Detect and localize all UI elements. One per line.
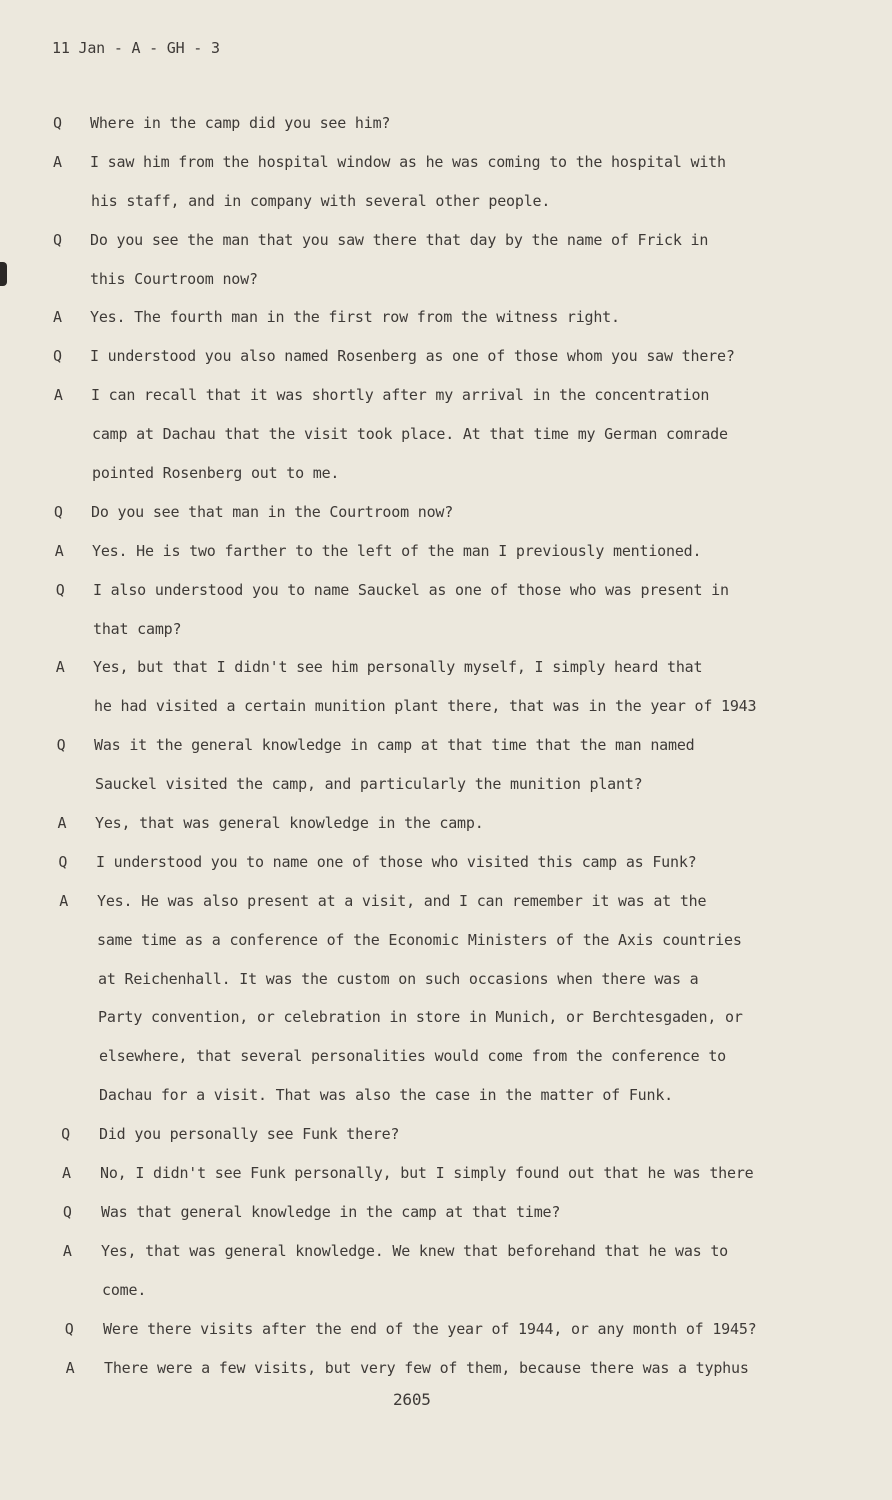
transcript-line xyxy=(0,775,892,814)
transcript-line xyxy=(0,931,892,970)
line-text: Were there visits after the end of the year of 1944, or any month of 1945? xyxy=(103,1319,757,1338)
speaker-label: Q xyxy=(53,114,62,132)
speaker-label: Q xyxy=(62,1202,72,1221)
line-text: Sauckel visited the camp, and particularly the munition plant? xyxy=(95,775,643,794)
transcript-line xyxy=(0,231,892,270)
line-text: I saw him from the hospital window as he was coming to the hospital with xyxy=(90,152,726,171)
line-text: Dachau for a visit. That was also the case in the matter of Funk. xyxy=(99,1086,673,1105)
line-text: Yes. The fourth man in the first row from the witness right. xyxy=(90,308,620,327)
line-text: Do you see the man that you saw there that day by the name of Frick in xyxy=(90,230,709,249)
speaker-label: A xyxy=(53,386,63,405)
line-text: camp at Dachau that the visit took place. At that time my German comrade xyxy=(92,425,728,444)
line-text: Was that general knowledge in the camp at that time? xyxy=(101,1202,561,1221)
speaker-label: A xyxy=(62,1241,72,1260)
speaker-label: Q xyxy=(53,502,63,521)
transcript-line xyxy=(0,114,892,153)
transcript-line xyxy=(0,1008,892,1047)
transcript-line xyxy=(0,581,892,620)
transcript-line xyxy=(0,192,892,231)
line-text: same time as a conference of the Economic Ministers of the Axis countries xyxy=(97,930,742,949)
line-text: his staff, and in company with several other people. xyxy=(91,191,551,210)
speaker-label: Q xyxy=(61,1125,70,1144)
speaker-label: Q xyxy=(64,1319,74,1338)
transcript-line xyxy=(0,1164,892,1203)
transcript-line xyxy=(0,1203,892,1242)
speaker-label: Q xyxy=(55,580,65,599)
transcript-line xyxy=(0,464,892,503)
line-text: I also understood you to name Sauckel as one of those who was present in xyxy=(93,580,729,599)
page-header: 11 Jan - A - GH - 3 xyxy=(52,39,220,57)
line-text: Yes, that was general knowledge. We knew that beforehand that he was to xyxy=(101,1241,728,1260)
speaker-label: A xyxy=(62,1164,71,1183)
line-text: elsewhere, that several personalities would come from the conference to xyxy=(99,1047,726,1066)
transcript-line xyxy=(0,970,892,1009)
transcript-line xyxy=(0,1281,892,1320)
speaker-label: A xyxy=(57,814,67,833)
transcript-line xyxy=(0,1320,892,1359)
line-text: Yes, but that I didn't see him personally myself, I simply heard that xyxy=(93,658,703,677)
transcript-line xyxy=(0,853,892,892)
transcript-line xyxy=(0,270,892,309)
transcript-line xyxy=(0,347,892,386)
line-text: come. xyxy=(102,1280,147,1299)
transcript-body xyxy=(0,114,892,1397)
transcript-line xyxy=(0,658,892,697)
transcript-line xyxy=(0,1086,892,1125)
transcript-line xyxy=(0,620,892,659)
speaker-label: A xyxy=(59,891,69,910)
transcript-line xyxy=(0,1125,892,1164)
line-text: I understood you to name one of those who visited this camp as Funk? xyxy=(96,852,697,871)
transcript-line xyxy=(0,736,892,775)
line-text: Was it the general knowledge in camp at that time that the man named xyxy=(94,736,695,755)
transcript-line xyxy=(0,503,892,542)
transcript-line xyxy=(0,425,892,464)
speaker-label: A xyxy=(53,152,62,171)
speaker-label: Q xyxy=(53,230,62,249)
transcript-line xyxy=(0,308,892,347)
line-text: that camp? xyxy=(93,619,182,638)
transcript-line xyxy=(0,1242,892,1281)
speaker-label: Q xyxy=(56,736,66,755)
speaker-label: A xyxy=(53,308,62,327)
speaker-label: A xyxy=(55,658,65,677)
line-text: Do you see that man in the Courtroom now? xyxy=(91,502,454,521)
line-text: Party convention, or celebration in store in Munich, or Berchtesgaden, or xyxy=(98,1008,743,1027)
line-text: Yes, that was general knowledge in the camp. xyxy=(95,814,484,833)
line-text: I understood you also named Rosenberg as one of those whom you saw there? xyxy=(90,347,735,366)
transcript-line xyxy=(0,1047,892,1086)
line-text: Yes. He is two farther to the left of the man I previously mentioned. xyxy=(92,541,702,560)
line-text: Did you personally see Funk there? xyxy=(99,1125,400,1144)
line-text: There were a few visits, but very few of them, because there was a typhus xyxy=(104,1358,749,1377)
line-text: he had visited a certain munition plant there, that was in the year of 1943 xyxy=(94,697,757,716)
line-text: pointed Rosenberg out to me. xyxy=(92,464,340,483)
speaker-label: Q xyxy=(53,347,62,366)
speaker-label: A xyxy=(65,1358,75,1377)
line-text: at Reichenhall. It was the custom on such occasions when there was a xyxy=(98,969,699,988)
speaker-label: Q xyxy=(58,852,68,871)
transcript-line xyxy=(0,542,892,581)
transcript-line xyxy=(0,697,892,736)
transcript-line xyxy=(0,1359,892,1398)
transcript-line xyxy=(0,892,892,931)
line-text: Yes. He was also present at a visit, and I can remember it was at the xyxy=(97,891,707,910)
transcript-line xyxy=(0,814,892,853)
line-text: Where in the camp did you see him? xyxy=(90,114,391,132)
page-number: 2605 xyxy=(393,1390,431,1409)
line-text: this Courtroom now? xyxy=(90,269,258,288)
transcript-line xyxy=(0,153,892,192)
speaker-label: A xyxy=(54,541,64,560)
line-text: I can recall that it was shortly after my arrival in the concentration xyxy=(91,386,710,405)
transcript-line xyxy=(0,386,892,425)
line-text: No, I didn't see Funk personally, but I simply found out that he was there xyxy=(100,1164,754,1183)
